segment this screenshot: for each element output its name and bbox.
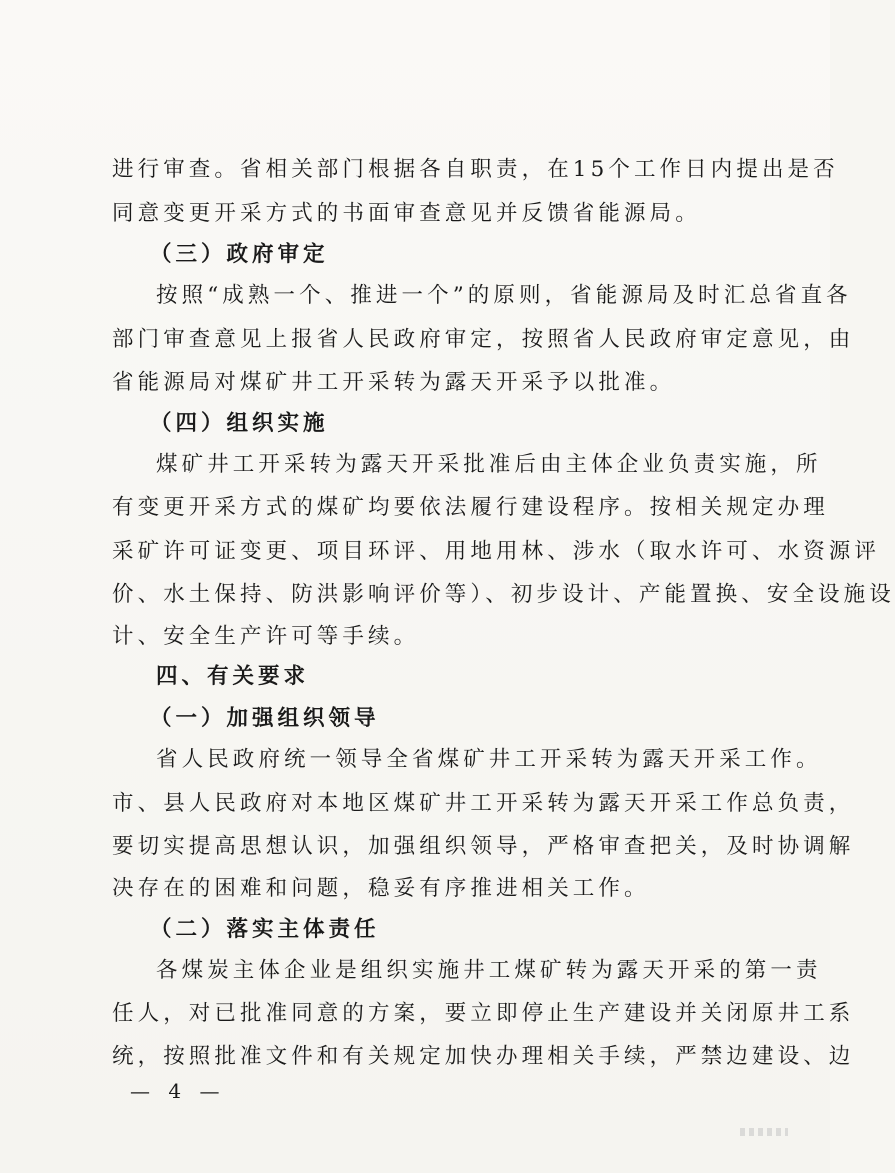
body-text-line: 煤矿井工开采转为露天开采批准后由主体企业负责实施，所 xyxy=(156,452,822,477)
body-text-line: 决存在的困难和问题，稳妥有序推进相关工作。 xyxy=(112,876,650,901)
body-text-line: 部门审查意见上报省人民政府审定，按照省人民政府审定意见，由 xyxy=(112,327,855,352)
body-text-line: 按照“成熟一个、推进一个”的原则，省能源局及时汇总省直各 xyxy=(156,283,852,308)
body-text-line: 省人民政府统一领导全省煤矿井工开采转为露天开采工作。 xyxy=(156,747,822,772)
body-text-line: 统，按照批准文件和有关规定加快办理相关手续，严禁边建设、边 xyxy=(112,1044,855,1069)
body-text-line: 市、县人民政府对本地区煤矿井工开采转为露天开采工作总负责， xyxy=(112,791,855,816)
body-text-line: 有变更开采方式的煤矿均要依法履行建设程序。按相关规定办理 xyxy=(112,495,829,520)
body-text-line: 价、水土保持、防洪影响评价等）、初步设计、产能置换、安全设施设 xyxy=(112,582,895,607)
section-subheading: （一）加强组织领导 xyxy=(150,706,380,731)
body-text-line: 要切实提高思想认识，加强组织领导，严格审查把关，及时协调解 xyxy=(112,834,855,859)
body-text-line: 各煤炭主体企业是组织实施井工煤矿转为露天开采的第一责 xyxy=(156,958,822,983)
body-text-line: 任人，对已批准同意的方案，要立即停止生产建设并关闭原井工系 xyxy=(112,1001,855,1026)
section-subheading: （三）政府审定 xyxy=(150,242,329,267)
body-text-line: 同意变更开采方式的书面审查意见并反馈省能源局。 xyxy=(112,201,701,226)
body-text-line: 省能源局对煤矿井工开采转为露天开采予以批准。 xyxy=(112,370,676,395)
section-heading: 四、有关要求 xyxy=(156,664,310,689)
body-text-line: 采矿许可证变更、项目环评、用地用林、涉水（取水许可、水资源评 xyxy=(112,539,881,564)
section-subheading: （二）落实主体责任 xyxy=(150,917,380,942)
scan-artifact xyxy=(740,1128,788,1136)
body-text-line: 计、安全生产许可等手续。 xyxy=(112,624,420,649)
section-subheading: （四）组织实施 xyxy=(150,411,329,436)
body-text-line: 进行审查。省相关部门根据各自职责，在15个工作日内提出是否 xyxy=(112,157,839,182)
page-number: — 4 — xyxy=(130,1079,226,1103)
